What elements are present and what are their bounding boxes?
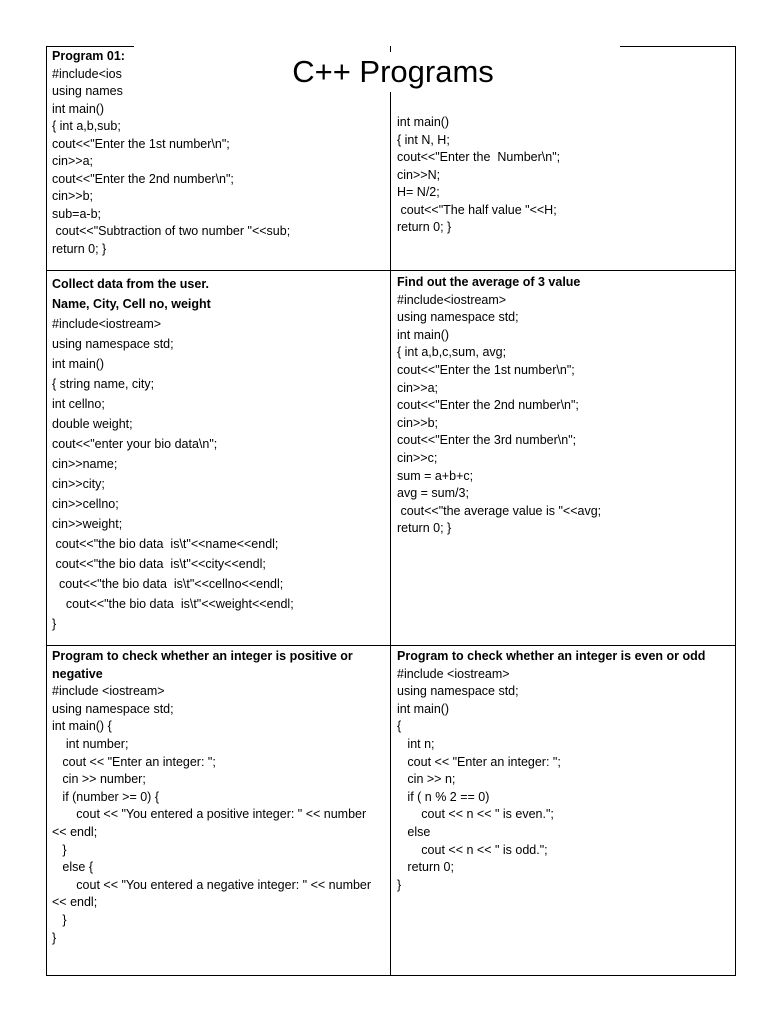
top-border-right xyxy=(620,46,736,47)
heading-line: Collect data from the user. xyxy=(52,277,209,291)
code-line: } xyxy=(52,912,67,927)
code-line: cout<<"Enter the 3rd number\n"; xyxy=(397,433,577,448)
code-line: sum = a+b+c; xyxy=(397,468,474,483)
code-line: { string name, city; xyxy=(52,377,155,391)
code-line: cin>>weight; xyxy=(52,517,123,531)
row-divider-1 xyxy=(46,270,736,271)
code-line: using namespace std; xyxy=(52,337,174,351)
cell-bottom-left xyxy=(46,646,390,976)
code-line: return 0; } xyxy=(397,220,452,234)
code-line: cout<<"the bio data is\t"<<name<<endl; xyxy=(52,537,279,551)
code-line: cout<<"Enter the 2nd number\n"; xyxy=(397,398,579,413)
code-line: cout << "Enter an integer: "; xyxy=(397,754,561,769)
code-line: cin>>b; xyxy=(397,415,439,430)
code-line: cin >> number; xyxy=(52,772,146,787)
code-line: return 0; } xyxy=(52,241,107,256)
page-title: C++ Programs xyxy=(270,52,516,92)
code-line: #include<iostream> xyxy=(52,317,162,331)
code-line: else { xyxy=(52,860,93,875)
heading-line: Find out the average of 3 value xyxy=(397,275,581,289)
code-line: cout<<"enter your bio data\n"; xyxy=(52,437,218,451)
code-line: { int N, H; xyxy=(397,132,450,147)
code-line: cin>>name; xyxy=(52,457,118,471)
code-line: H= N/2; xyxy=(397,185,440,199)
code-line: sub=a-b; xyxy=(52,206,101,221)
cell-bottom-right xyxy=(391,646,736,976)
code-line: int main() xyxy=(397,115,450,129)
code-line: else xyxy=(397,824,431,839)
code-line: #include<ios xyxy=(52,66,122,81)
cell-middle-left xyxy=(46,272,390,645)
code-line: return 0; xyxy=(397,860,454,875)
code-line: #include<iostream> xyxy=(397,292,507,307)
code-line: } xyxy=(397,877,402,892)
heading-line: Name, City, Cell no, weight xyxy=(52,297,211,311)
code-line: cin>>c; xyxy=(397,450,438,465)
code-line: #include <iostream> xyxy=(397,666,510,681)
code-line: cin>>a; xyxy=(52,154,94,168)
code-line: cin >> n; xyxy=(397,772,456,787)
code-line: << endl; xyxy=(52,824,98,839)
code-line: #include <iostream> xyxy=(52,684,165,699)
cell-top-right xyxy=(391,112,736,270)
code-line: } xyxy=(52,842,67,857)
code-line: cin>>cellno; xyxy=(52,497,119,511)
code-line: avg = sum/3; xyxy=(397,486,469,501)
code-line: { int a,b,sub; xyxy=(52,119,121,133)
code-line: cout<<"Enter the Number\n"; xyxy=(397,150,561,164)
heading-line: negative xyxy=(52,666,103,681)
code-line: << endl; xyxy=(52,895,98,910)
code-line: int number; xyxy=(52,736,129,751)
code-line: if (number >= 0) { xyxy=(52,789,159,804)
code-line: using namespace std; xyxy=(52,701,174,716)
heading-line: Program to check whether an integer is even or odd xyxy=(397,649,706,663)
code-line: cout<<"the bio data is\t"<<cellno<<endl; xyxy=(52,577,284,591)
code-line: cin>>N; xyxy=(397,167,441,182)
code-line: int n; xyxy=(397,736,435,751)
code-line: cout<<"the bio data is\t"<<weight<<endl; xyxy=(52,597,294,611)
code-line: cout<<"The half value "<<H; xyxy=(397,202,557,217)
code-line: { int a,b,c,sum, avg; xyxy=(397,345,507,360)
code-line: int main() xyxy=(52,101,105,116)
code-line: int main() { xyxy=(52,719,112,734)
code-line: cout<<"the bio data is\t"<<city<<endl; xyxy=(52,557,266,571)
code-line: cout << "You entered a negative integer: " << number xyxy=(52,877,372,892)
code-line: cin>>city; xyxy=(52,477,105,491)
code-line: cout << "You entered a positive integer: " << number xyxy=(52,807,367,822)
code-line: cout << n << " is even."; xyxy=(397,807,554,822)
code-line: { xyxy=(397,719,402,734)
code-line: int main() xyxy=(52,357,105,371)
heading-line: Program 01: xyxy=(52,49,125,63)
code-line: cout<<"Enter the 1st number\n"; xyxy=(52,136,230,151)
code-line: cout<<"Subtraction of two number "<<sub; xyxy=(52,224,291,238)
code-line: cout << n << " is odd."; xyxy=(397,842,548,857)
code-line: } xyxy=(52,930,57,945)
code-line: cin>>b; xyxy=(52,189,94,203)
code-line: int cellno; xyxy=(52,397,105,411)
code-line: using names xyxy=(52,84,123,98)
code-line: } xyxy=(52,617,57,631)
code-line: using namespace std; xyxy=(397,310,519,325)
code-line: using namespace std; xyxy=(397,684,519,699)
code-line: cin>>a; xyxy=(397,380,439,395)
code-line: cout << "Enter an integer: "; xyxy=(52,754,216,769)
code-line: int main() xyxy=(397,701,450,716)
code-line: cout<<"Enter the 2nd number\n"; xyxy=(52,171,234,186)
code-line: cout<<"Enter the 1st number\n"; xyxy=(397,362,575,377)
cell-middle-right xyxy=(391,272,736,645)
code-line: cout<<"the average value is "<<avg; xyxy=(397,503,602,518)
code-line: double weight; xyxy=(52,417,133,431)
code-line: if ( n % 2 == 0) xyxy=(397,789,490,804)
code-line: int main() xyxy=(397,327,450,342)
heading-line: Program to check whether an integer is positive or xyxy=(52,649,353,663)
code-line: return 0; } xyxy=(397,521,452,536)
